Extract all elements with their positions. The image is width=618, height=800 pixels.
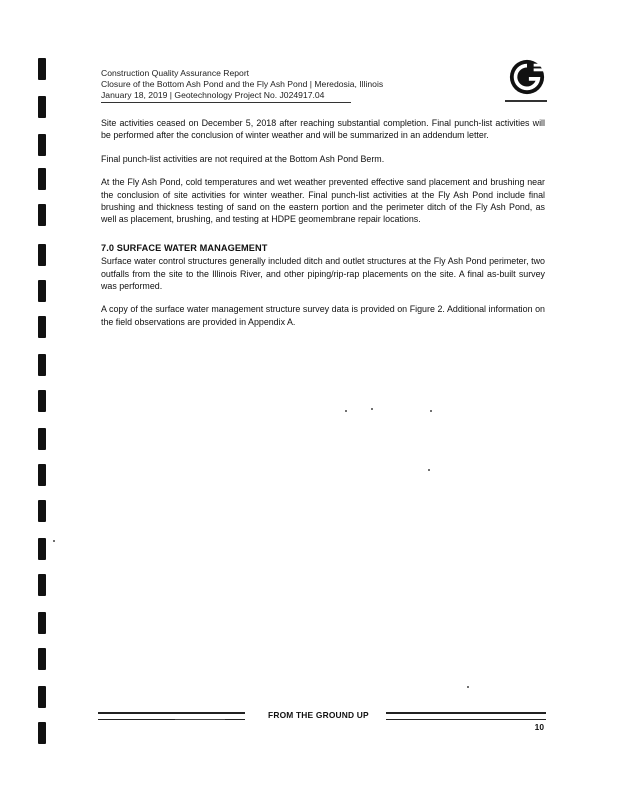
scan-speck [428, 469, 430, 471]
binding-mark [38, 244, 46, 266]
section-heading: 7.0 SURFACE WATER MANAGEMENT [101, 242, 268, 253]
binding-mark [38, 354, 46, 376]
binding-mark [38, 538, 46, 560]
paragraph: A copy of the surface water management structure survey data is provided on Figure 2. Additional information on the field observations are provided in Appendix A. [101, 304, 545, 327]
header-date-project-number: January 18, 2019 | Geotechnology Project No. J024917.04 [101, 90, 351, 103]
binding-mark [38, 390, 46, 412]
report-header [101, 68, 501, 103]
binding-mark [38, 574, 46, 596]
binding-mark [38, 96, 46, 118]
scan-speck [371, 408, 373, 410]
binding-mark [38, 464, 46, 486]
report-body [101, 117, 545, 339]
header-rule [505, 100, 547, 102]
binding-mark [38, 648, 46, 670]
paragraph: Surface water control structures generally included ditch and outlet structures at the Fly Ash Pond perimeter, two outfalls from the site to the Illinois River, and other piping/rip-rap placements on the site. A final as-built survey was performed. [101, 256, 545, 292]
binding-marks [38, 58, 48, 748]
binding-mark [38, 316, 46, 338]
paragraph: Final punch-list activities are not required at the Bottom Ash Pond Berm. [101, 153, 385, 164]
binding-mark [38, 722, 46, 744]
binding-mark [38, 612, 46, 634]
binding-mark [38, 168, 46, 190]
binding-mark [38, 428, 46, 450]
footer-rule-left-accent [175, 719, 225, 720]
paragraph: Site activities ceased on December 5, 2018 after reaching substantial completion. Final punch-list activities will be performed after the conclusion of winter weather and will be summarized in an addendum letter. [101, 118, 545, 141]
scan-speck [345, 410, 347, 412]
binding-mark [38, 58, 46, 80]
paragraph: At the Fly Ash Pond, cold temperatures and wet weather prevented effective sand placement and brushing near the conclusion of site activities for winter weather. Final punch-list activities at the Fly Ash Pond include final brushing and thickness testing of sand on the eastern portion and the perimeter ditch of the Fly Ash Pond, as well as placement, brushing, and testing at HDPE geomembrane repair locations. [101, 177, 545, 225]
scan-speck [467, 686, 469, 688]
footer-tagline: FROM THE GROUND UP [268, 710, 369, 720]
binding-mark [38, 686, 46, 708]
binding-mark [38, 500, 46, 522]
scan-speck [430, 410, 432, 412]
footer-rule-right [386, 712, 546, 720]
header-project-name: Closure of the Bottom Ash Pond and the Fly Ash Pond | Meredosia, Illinois [101, 79, 384, 89]
binding-mark [38, 134, 46, 156]
scan-speck [53, 540, 55, 542]
binding-mark [38, 280, 46, 302]
binding-mark [38, 204, 46, 226]
page-number: 10 [534, 722, 544, 732]
header-report-title: Construction Quality Assurance Report [101, 68, 250, 78]
geotechnology-logo-icon [508, 58, 546, 96]
